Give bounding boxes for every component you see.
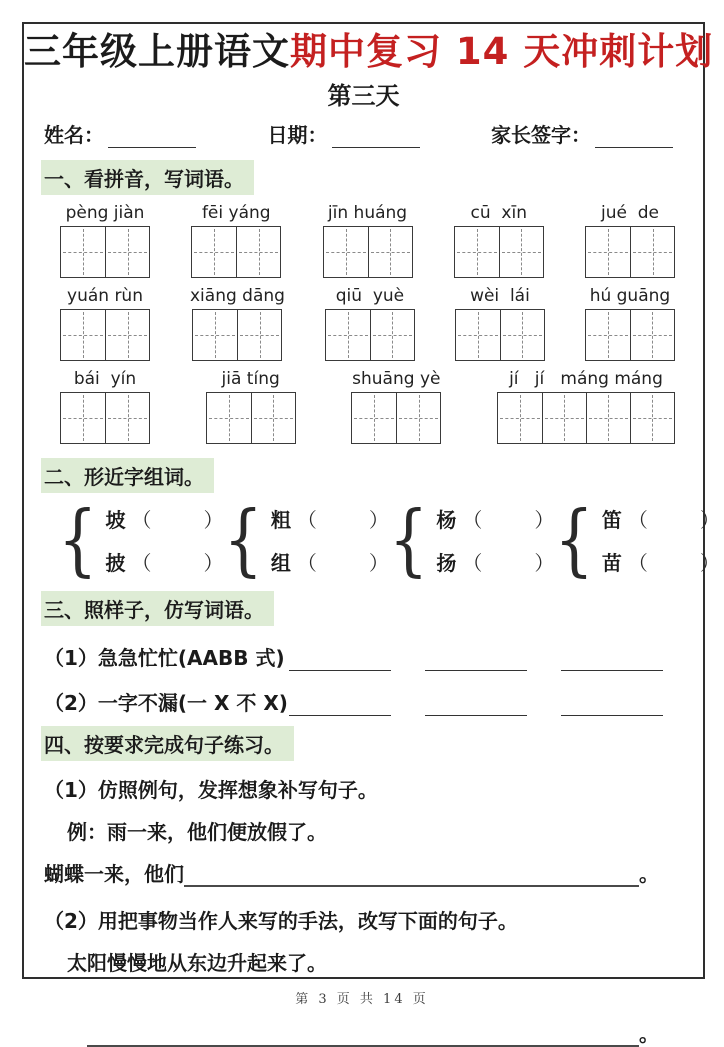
name-field bbox=[44, 119, 196, 148]
writing-grid bbox=[455, 309, 545, 361]
pinyin-label: yuán rùn bbox=[67, 286, 143, 307]
writing-grid bbox=[192, 309, 282, 361]
pinyin-label: bái yín bbox=[73, 369, 137, 390]
exercise1-answer-line bbox=[184, 863, 639, 887]
open-paren: （ bbox=[462, 508, 483, 533]
left-brace-glyph: { bbox=[554, 494, 594, 586]
writing-grid bbox=[60, 392, 150, 444]
pinyin-label: hú guāng bbox=[589, 286, 671, 307]
open-paren: （ bbox=[462, 551, 483, 576]
date-field bbox=[268, 119, 420, 148]
writing-grid bbox=[60, 309, 150, 361]
close-paren: ） bbox=[368, 551, 389, 576]
pair-line bbox=[105, 547, 223, 576]
pinyin-word-group bbox=[60, 369, 150, 444]
exercise2-answer-line bbox=[87, 1023, 639, 1047]
section2-heading: 二、形近字组词。 bbox=[41, 458, 214, 493]
pinyin-label: xiāng dāng bbox=[190, 286, 285, 307]
left-brace-glyph: { bbox=[223, 494, 263, 586]
pair-character: 苗 bbox=[601, 551, 622, 576]
exercise2-fill-suffix: 。 bbox=[639, 1022, 659, 1047]
close-paren: ） bbox=[368, 508, 389, 533]
section3-heading: 三、照样子，仿写词语。 bbox=[41, 591, 274, 626]
open-paren: （ bbox=[296, 508, 317, 533]
writing-grid bbox=[323, 226, 413, 278]
day-subtitle: 第三天 bbox=[327, 82, 400, 111]
pair-character: 笛 bbox=[601, 508, 622, 533]
writing-grid bbox=[206, 392, 296, 444]
open-paren: （ bbox=[131, 551, 152, 576]
pinyin-row bbox=[24, 203, 703, 278]
pinyin-label: wèi lái bbox=[470, 286, 530, 307]
imitation-row bbox=[24, 687, 703, 716]
name-blank-line bbox=[108, 126, 196, 148]
imitation-row bbox=[24, 642, 703, 671]
pinyin-label: cū xīn bbox=[470, 203, 527, 224]
writing-grid-cell bbox=[396, 393, 440, 443]
writing-grid bbox=[585, 309, 675, 361]
date-blank-line bbox=[332, 126, 420, 148]
exercise2-sentence: 太阳慢慢地从东边升起来了。 bbox=[67, 951, 327, 976]
writing-grid-cell bbox=[586, 310, 630, 360]
writing-grid-cell bbox=[61, 310, 105, 360]
close-paren: ） bbox=[534, 508, 555, 533]
close-paren: ） bbox=[203, 508, 224, 533]
open-paren: （ bbox=[131, 508, 152, 533]
pinyin-word-group bbox=[60, 286, 150, 361]
character-pair-group bbox=[58, 494, 224, 586]
character-pairs-area bbox=[24, 494, 720, 586]
writing-grid-cell bbox=[456, 310, 500, 360]
pinyin-word-group bbox=[351, 369, 441, 444]
answer-blank-line bbox=[289, 694, 391, 716]
close-paren: ） bbox=[534, 551, 555, 576]
writing-grid-cell bbox=[326, 310, 370, 360]
answer-blank-line bbox=[561, 649, 663, 671]
writing-grid-cell bbox=[498, 393, 542, 443]
pinyin-label: jí jí máng máng bbox=[509, 369, 663, 390]
parent-sign-blank-line bbox=[595, 126, 673, 148]
writing-grid-cell bbox=[192, 227, 236, 277]
exercise1-example: 例：雨一来，他们便放假了。 bbox=[67, 820, 327, 845]
character-pair-group bbox=[223, 494, 389, 586]
imitation-label: （1）急急忙忙(AABB 式) bbox=[44, 646, 285, 671]
pair-line bbox=[436, 504, 554, 533]
open-paren: （ bbox=[296, 551, 317, 576]
pinyin-label: jiā tíng bbox=[221, 369, 280, 390]
writing-grid-cell bbox=[207, 393, 251, 443]
writing-grid-cell bbox=[352, 393, 396, 443]
title-red-part: 期中复习 14 天冲刺计划 bbox=[290, 30, 714, 73]
writing-grid-cell bbox=[586, 393, 630, 443]
writing-grid-cell bbox=[236, 227, 280, 277]
answer-blank-line bbox=[289, 649, 391, 671]
close-paren: ） bbox=[699, 508, 720, 533]
writing-grid-cell bbox=[630, 393, 674, 443]
pair-line bbox=[602, 504, 720, 533]
pair-character: 粗 bbox=[270, 508, 291, 533]
writing-grid bbox=[497, 392, 675, 444]
date-label: 日期： bbox=[267, 123, 328, 148]
pinyin-label: shuāng yè bbox=[352, 369, 441, 390]
writing-grid-cell bbox=[542, 393, 586, 443]
exercise1-fill-prefix: 蝴蝶一来，他们 bbox=[44, 862, 184, 887]
pinyin-word-group bbox=[206, 369, 296, 444]
pair-character: 扬 bbox=[436, 551, 457, 576]
word-imitation-area bbox=[24, 642, 703, 716]
writing-grid-cell bbox=[105, 227, 149, 277]
writing-grid-cell bbox=[61, 393, 105, 443]
writing-grid-cell bbox=[455, 227, 499, 277]
pair-character: 披 bbox=[105, 551, 126, 576]
close-paren: ） bbox=[699, 551, 720, 576]
pair-line bbox=[436, 547, 554, 576]
pinyin-word-group bbox=[497, 369, 675, 444]
exercise1-label: （1）仿照例句，发挥想象补写句子。 bbox=[44, 778, 378, 803]
imitation-blanks bbox=[288, 694, 663, 716]
answer-blank-line bbox=[561, 694, 663, 716]
pinyin-word-group bbox=[323, 203, 413, 278]
answer-blank-line bbox=[425, 649, 527, 671]
writing-grid-cell bbox=[370, 310, 414, 360]
pinyin-word-group bbox=[585, 203, 675, 278]
open-paren: （ bbox=[627, 551, 648, 576]
writing-grid-cell bbox=[499, 227, 543, 277]
writing-grid bbox=[325, 309, 415, 361]
writing-grid-cell bbox=[500, 310, 544, 360]
pinyin-word-group bbox=[191, 203, 281, 278]
parent-sign-label: 家长签字： bbox=[491, 123, 591, 148]
writing-grid-cell bbox=[586, 227, 630, 277]
writing-grid bbox=[60, 226, 150, 278]
pinyin-word-group bbox=[455, 286, 545, 361]
page-title bbox=[24, 30, 714, 74]
writing-grid-cell bbox=[105, 310, 149, 360]
writing-grid-cell bbox=[324, 227, 368, 277]
section1-heading: 一、看拼音，写词语。 bbox=[41, 160, 254, 195]
info-row bbox=[24, 119, 703, 148]
exercise1-fill-suffix: 。 bbox=[639, 862, 659, 887]
exercise1-fill-row bbox=[24, 858, 703, 887]
pair-line bbox=[602, 547, 720, 576]
pinyin-word-group bbox=[60, 203, 150, 278]
pinyin-label: jué de bbox=[600, 203, 659, 224]
writing-grid-cell bbox=[368, 227, 412, 277]
exercise2-fill-row bbox=[24, 1018, 703, 1047]
name-label: 姓名： bbox=[44, 123, 104, 148]
pinyin-grid-area bbox=[24, 203, 703, 444]
pair-line bbox=[105, 504, 223, 533]
pinyin-row bbox=[24, 369, 703, 444]
exercise2-label: （2）用把事物当作人来写的手法，改写下面的句子。 bbox=[44, 909, 518, 934]
pair-lines bbox=[436, 504, 554, 576]
pair-character: 组 bbox=[270, 551, 291, 576]
pinyin-word-group bbox=[585, 286, 675, 361]
writing-grid bbox=[585, 226, 675, 278]
writing-grid-cell bbox=[193, 310, 237, 360]
open-paren: （ bbox=[627, 508, 648, 533]
pair-character: 杨 bbox=[436, 508, 457, 533]
pinyin-label: jīn huáng bbox=[327, 203, 408, 224]
pair-lines bbox=[271, 504, 389, 576]
title-black-part: 三年级上册语文 bbox=[24, 30, 290, 73]
writing-grid-cell bbox=[630, 310, 674, 360]
imitation-blanks bbox=[285, 649, 663, 671]
pair-line bbox=[271, 547, 389, 576]
writing-grid bbox=[191, 226, 281, 278]
close-paren: ） bbox=[203, 551, 224, 576]
answer-blank-line bbox=[425, 694, 527, 716]
pinyin-label: pèng jiàn bbox=[65, 203, 145, 224]
pinyin-word-group bbox=[454, 203, 544, 278]
page-number: 第 3 页 共 14 页 bbox=[295, 992, 429, 1007]
pinyin-word-group bbox=[325, 286, 415, 361]
writing-grid bbox=[454, 226, 544, 278]
pinyin-word-group bbox=[190, 286, 285, 361]
imitation-label: （2）一字不漏(一 X 不 X) bbox=[44, 691, 288, 716]
writing-grid-cell bbox=[630, 227, 674, 277]
pinyin-row bbox=[24, 286, 703, 361]
writing-grid-cell bbox=[237, 310, 281, 360]
pair-lines bbox=[105, 504, 223, 576]
writing-grid-cell bbox=[105, 393, 149, 443]
writing-grid bbox=[351, 392, 441, 444]
writing-grid-cell bbox=[251, 393, 295, 443]
parent-sign-field bbox=[491, 119, 673, 148]
writing-grid-cell bbox=[61, 227, 105, 277]
pinyin-label: qiū yuè bbox=[335, 286, 405, 307]
pair-lines bbox=[602, 504, 720, 576]
pair-line bbox=[271, 504, 389, 533]
section4-heading: 四、按要求完成句子练习。 bbox=[41, 726, 294, 761]
character-pair-group bbox=[554, 494, 720, 586]
pinyin-label: fēi yáng bbox=[201, 203, 271, 224]
pair-character: 坡 bbox=[105, 508, 126, 533]
left-brace-glyph: { bbox=[388, 494, 429, 586]
character-pair-group bbox=[388, 494, 555, 586]
left-brace-glyph: { bbox=[58, 494, 98, 586]
